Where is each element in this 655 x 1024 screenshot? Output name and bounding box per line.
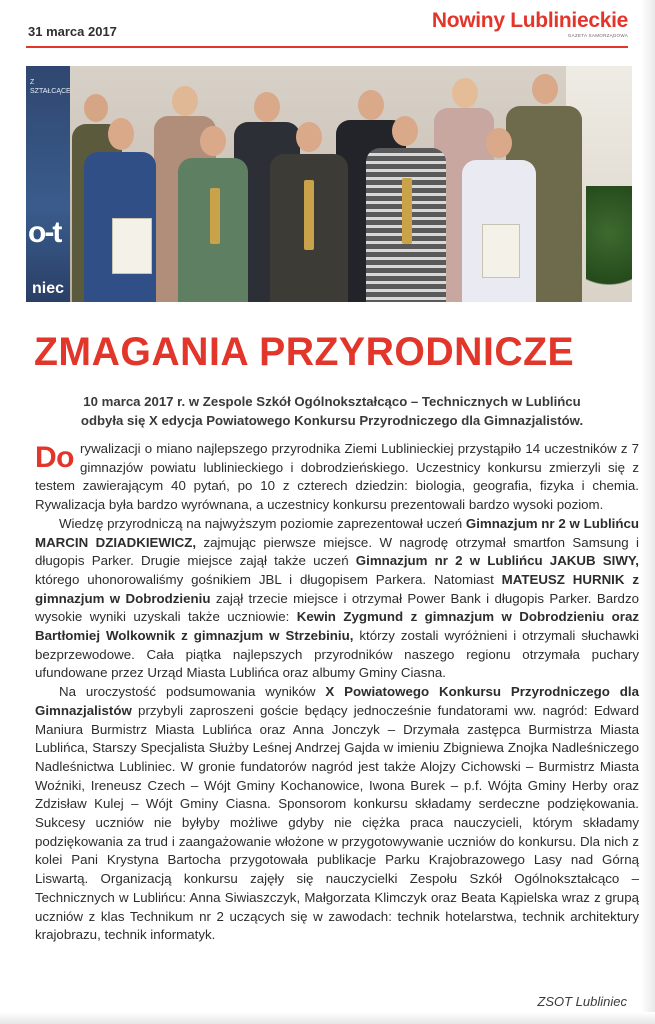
student	[178, 126, 248, 302]
page-bottom-shadow	[0, 1012, 655, 1024]
p3-bold: X Powiatowego Konkursu Przyrodniczego dla Gimnazjalistów	[35, 684, 639, 718]
p2-text: Wiedzę przyrodniczą na najwyższym poziomie zaprezentował uczeń	[59, 515, 466, 531]
dropcap: Do	[35, 441, 74, 474]
plant-decoration	[586, 186, 632, 302]
p2-text: którzy zostali wyróżnieni i otrzymali słuchawki bezprzewodowe. Cała piątka najlepszych przyrodników naszego regionu otrzymała puchary ufundowane przez Urząd Miasta Lublińca oraz albumy Gminy Ciasna.	[35, 628, 639, 681]
paragraph-1	[35, 440, 639, 515]
p2-text: zajmując pierwsze miejsce. W nagrodę otrzymał smartfon Samsung i długopis Parker. Drugie miejsce zajął także uczeń	[35, 534, 639, 569]
p2-bold: Gimnazjum nr 2 w Lublińcu MARCIN DZIADKIEWICZ,	[35, 515, 639, 550]
paragraph-1-text: rywalizacji o miano najlepszego przyrodnika Ziemi Lublinieckiej przystąpiło 14 uczestników z 7 gimnazjów powiatu lublinieckiego i dobrodzieńskiego. Uczestnicy konkursu zmierzyli się z testem zawierającym 40 pytań, po 10 z czterech dziedzin: biologia, geografia, fizyka i chemia. Rywalizacja była bardzo wyrównana, a uczestnicy konkursu prezentowali bardzo wysoki poziom.	[35, 441, 639, 513]
trophy	[210, 188, 220, 244]
issue-date: 31 marca 2017	[28, 24, 117, 39]
diploma	[482, 224, 520, 278]
p3-text: Na uroczystość podsumowania wyników	[59, 684, 326, 700]
p2-text: zajął trzecie miejsce i otrzymał Power Bank i długopis Parker. Bardzo wysokie wyniki uzyskali także uczniowie:	[35, 590, 639, 625]
student	[366, 116, 446, 302]
trophy	[402, 178, 412, 244]
masthead-subtitle: GAZETA SAMORZĄDOWA	[567, 33, 628, 38]
p3-text: przybyli zaproszeni goście będący jednocześnie fundatorami ww. nagród: Edward Maniura Burmistrz Miasta Lublińca oraz Anna Jonczyk – Drzymała zastępca Burmistrza Miasta Lublińca, Starszy Specjalista Służby Leśnej Andrzej Gajda w imieniu Zbigniewa Znojka Nadleśniczego Nadleśnictwa Lubliniec. W gronie fundatorów nagród jest także Alojzy Cichowski – Burmistrz Miasta Woźniki, Ireneusz Czech – Wójt Gminy Kochanowice, Iwona Burek – p.f. Wójta Gminy Herby oraz Zdzisław Kulej – Wójt Gminy Ciasna. Sponsorom konkursu składamy serdeczne podziękowania. Sukcesy uczniów nie byłyby możliwe gdyby nie ciężka praca nauczycieli, którym składamy podziękowania za trud i zaangażowanie włożone w przygotowywanie uczniów do konkursu. Dla nich z kolei Pani Krystyna Bartocha przygotowała publikacje Parku Krajobrazowego Lasy nad Górną Liswartą. Organizacją konkursu zajęły się nauczycielki Zespołu Szkół Ogólnokształcąco – Technicznych w Lublińcu: Anna Siwiaszczyk, Małgorzata Klimczyk oraz Beata Kąpielska wraz z grupą uczniów z klas Technikum nr 2 uczących się w zawodach: technik hotelarstwa, technik architektury krajobrazu, technik informatyk.	[35, 702, 639, 943]
article-headline: ZMAGANIA PRZYRODNICZE	[34, 330, 575, 374]
paragraph-2	[35, 515, 639, 683]
article-lead: 10 marca 2017 r. w Zespole Szkół Ogólnokształcąco – Technicznych w Lublińcu odbyła się X edycja Powiatowego Konkursu Przyrodniczego dla Gimnazjalistów.	[80, 394, 584, 428]
masthead	[432, 10, 628, 39]
banner-town: niec	[32, 280, 65, 297]
paragraph-3	[35, 683, 639, 945]
student	[462, 128, 536, 302]
trophy	[304, 180, 314, 250]
page-edge-shadow	[641, 0, 655, 1024]
page-header	[0, 0, 655, 48]
article-body	[35, 440, 639, 945]
p2-bold: MATEUSZ HURNIK z gimnazjum w Dobrodzieniu	[35, 571, 639, 606]
banner-text-line-2: SZTAŁCĄCE	[30, 88, 71, 95]
p2-text: którego uhonorowaliśmy gośnikiem JBL i długopisem Parkera. Natomiast	[35, 571, 502, 587]
masthead-title: Nowiny Lublinieckie	[431, 9, 628, 32]
diploma	[112, 218, 152, 274]
banner-text	[30, 78, 71, 96]
p2-bold: Kewin Zygmund z gimnazjum w Dobrodzieniu oraz Bartłomiej Wolkownik z gimnazjum w Strzebiniu,	[35, 609, 640, 644]
header-rule	[26, 46, 628, 48]
group-photo	[26, 66, 632, 302]
article-signature: ZSOT Lubliniec	[537, 994, 627, 1009]
banner-logo: o-t	[28, 216, 61, 249]
school-banner	[26, 66, 70, 302]
p2-bold: Gimnazjum nr 2 w Lublińcu JAKUB SIWY,	[355, 553, 639, 569]
student	[270, 122, 348, 302]
student	[84, 118, 156, 302]
banner-text-line-1: Z	[30, 79, 35, 86]
